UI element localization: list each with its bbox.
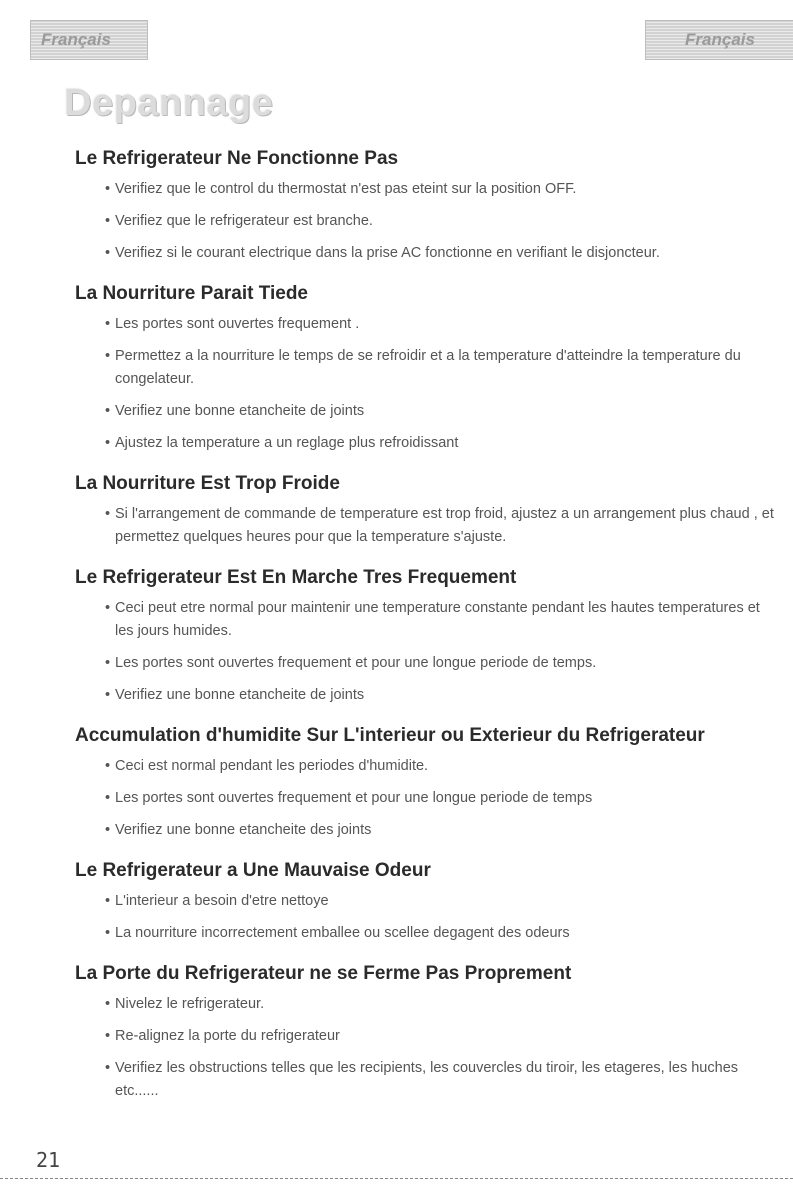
section-heading: Accumulation d'humidite Sur L'interieur ou Exterieur du Refrigerateur	[75, 725, 705, 746]
troubleshooting-content	[75, 148, 775, 1121]
troubleshooting-section	[75, 283, 775, 455]
bullet-item: • Verifiez que le control du thermostat n'est pas eteint sur la position OFF.	[105, 178, 775, 201]
bullet-item: • Les portes sont ouvertes frequement .	[105, 313, 775, 336]
bullet-list	[75, 178, 775, 265]
bullet-item: • Re-alignez la porte du refrigerateur	[105, 1025, 775, 1048]
bullet-list	[75, 755, 775, 842]
bullet-item: • Verifiez une bonne etancheite des joints	[105, 819, 775, 842]
bullet-list	[75, 890, 775, 945]
bullet-list	[75, 503, 775, 549]
language-tab-right	[645, 20, 793, 60]
troubleshooting-section	[75, 963, 775, 1103]
bullet-item: • Verifiez que le refrigerateur est branche.	[105, 210, 775, 233]
language-label-left: Français	[41, 30, 111, 49]
bullet-item: • Ceci peut etre normal pour maintenir une temperature constante pendant les hautes temperatures et les jours humides.	[105, 597, 775, 643]
bottom-divider	[0, 1178, 793, 1179]
troubleshooting-section	[75, 725, 775, 842]
page-number: 21	[36, 1148, 61, 1172]
bullet-item: • Ceci est normal pendant les periodes d'humidite.	[105, 755, 775, 778]
section-heading: La Porte du Refrigerateur ne se Ferme Pas Proprement	[75, 963, 572, 984]
section-heading: Le Refrigerateur a Une Mauvaise Odeur	[75, 860, 431, 881]
troubleshooting-section	[75, 567, 775, 707]
troubleshooting-section	[75, 860, 775, 945]
bullet-item: • Verifiez les obstructions telles que les recipients, les couvercles du tiroir, les etageres, les huches etc......	[105, 1057, 775, 1103]
section-heading: Le Refrigerateur Ne Fonctionne Pas	[75, 148, 399, 169]
bullet-item: • Verifiez une bonne etancheite de joints	[105, 684, 775, 707]
section-heading: La Nourriture Est Trop Froide	[75, 473, 340, 494]
bullet-item: • Permettez a la nourriture le temps de se refroidir et a la temperature d'atteindre la temperature du congelateur.	[105, 345, 775, 391]
bullet-item: • Ajustez la temperature a un reglage plus refroidissant	[105, 432, 775, 455]
section-heading: Le Refrigerateur Est En Marche Tres Frequement	[75, 567, 517, 588]
language-tab-left	[30, 20, 148, 60]
troubleshooting-section	[75, 473, 775, 549]
bullet-list	[75, 597, 775, 707]
bullet-item: • Les portes sont ouvertes frequement et pour une longue periode de temps.	[105, 652, 775, 675]
troubleshooting-section	[75, 148, 775, 265]
bullet-item: • Si l'arrangement de commande de temperature est trop froid, ajustez a un arrangement plus chaud , et permettez quelques heures pour que la temperature s'ajuste.	[105, 503, 775, 549]
bullet-item: • La nourriture incorrectement emballee ou scellee degagent des odeurs	[105, 922, 775, 945]
bullet-list	[75, 313, 775, 455]
page-title: Depannage	[64, 82, 274, 124]
language-label-right: Français	[685, 30, 755, 49]
bullet-item: • L'interieur a besoin d'etre nettoye	[105, 890, 775, 913]
section-heading: La Nourriture Parait Tiede	[75, 283, 308, 304]
bullet-item: • Nivelez le refrigerateur.	[105, 993, 775, 1016]
bullet-item: • Verifiez une bonne etancheite de joints	[105, 400, 775, 423]
bullet-list	[75, 993, 775, 1103]
bullet-item: • Les portes sont ouvertes frequement et pour une longue periode de temps	[105, 787, 775, 810]
bullet-item: • Verifiez si le courant electrique dans la prise AC fonctionne en verifiant le disjoncteur.	[105, 242, 775, 265]
